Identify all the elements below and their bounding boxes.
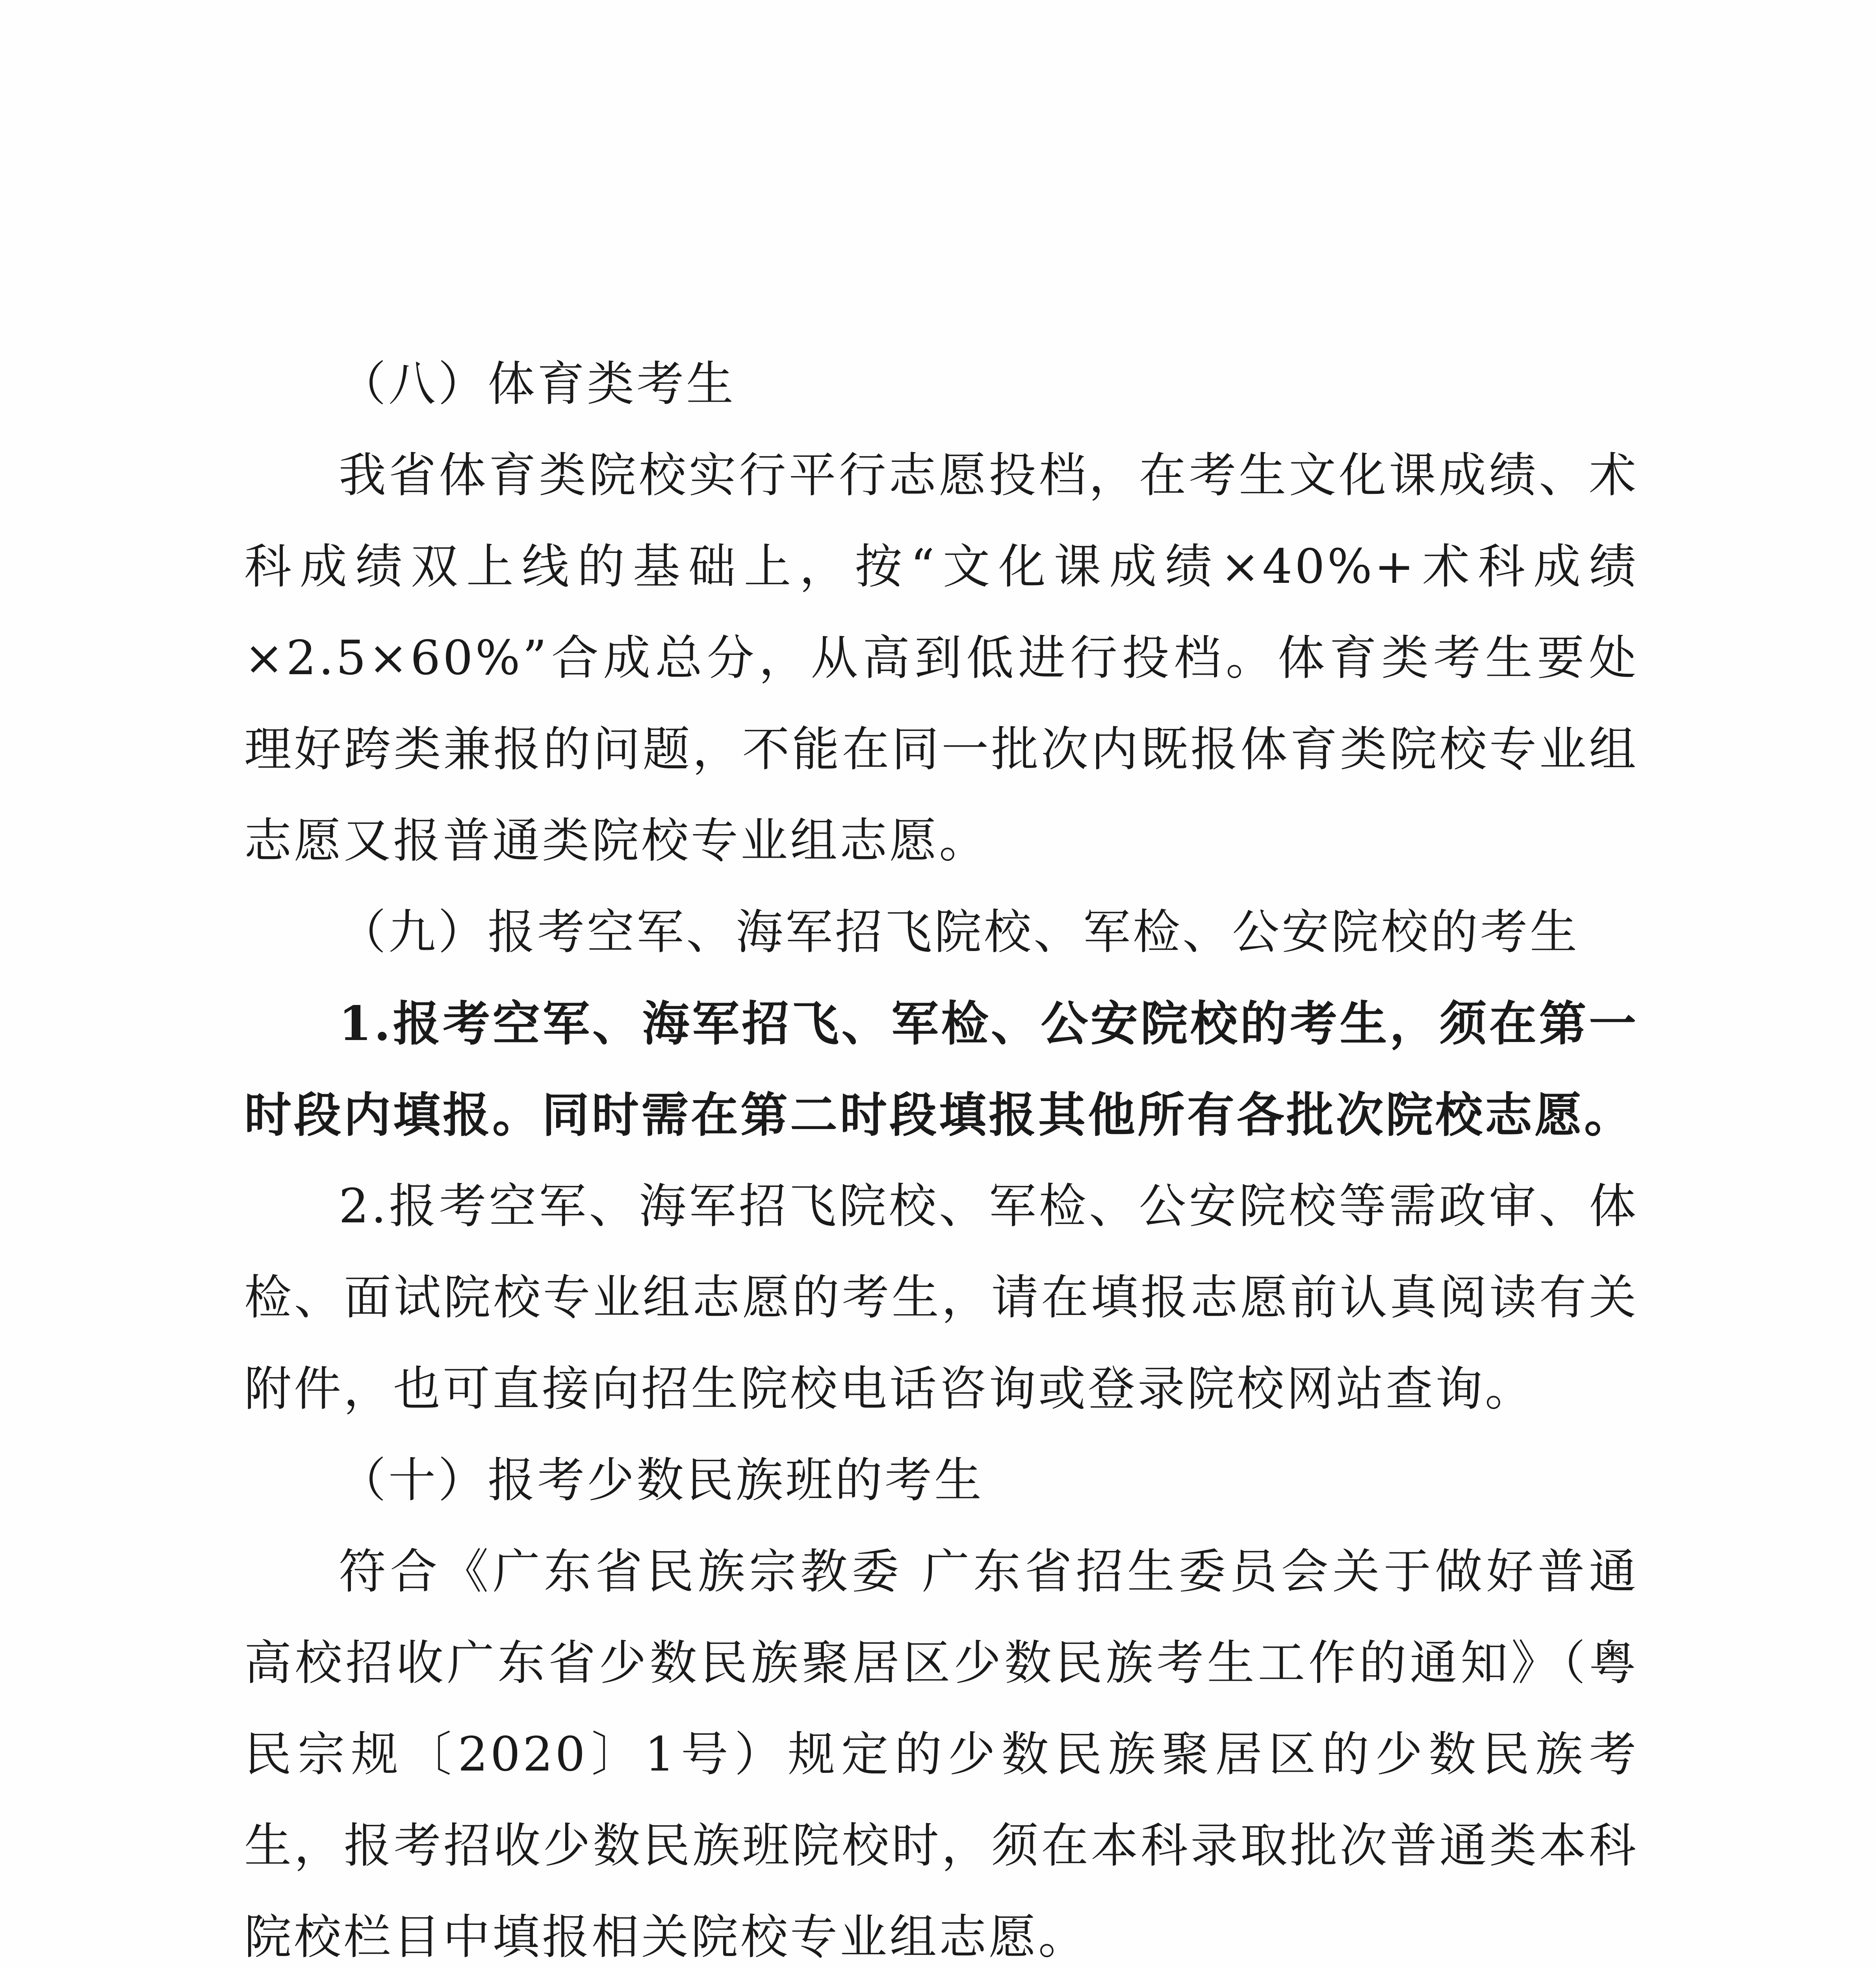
paragraph: 2.报考空军、海军招飞院校、军检、公安院校等需政审、体检、面试院校专业组志愿的考生，请在填报志愿前认真阅读有关附件，也可直接向招生院校电话咨询或登录院校网站查询。: [244, 1179, 1638, 1416]
section-8-body: [244, 430, 1638, 887]
paragraph-bold: 1.报考空军、海军招飞、军检、公安院校的考生，须在第一时段内填报。同时需在第二时段填报其他所有各批次院校志愿。: [244, 996, 1638, 1143]
section-heading-10: （十）报考少数民族班的考生: [339, 1453, 984, 1508]
section-10-body: [244, 1526, 1638, 1969]
section-9-body: [244, 1161, 1638, 1435]
section-9-bold-body: [244, 978, 1638, 1161]
paragraph: 符合《广东省民族宗教委 广东省招生委员会关于做好普通高校招收广东省少数民族聚居区少数民族考生工作的通知》（粤民宗规〔2020〕1号）规定的少数民族聚居区的少数民族考生，报考招收少数民族班院校时，须在本科录取批次普通类本科院校栏目中填报相关院校专业组志愿。: [244, 1544, 1638, 1965]
section-heading-9: （九）报考空军、海军招飞院校、军检、公安院校的考生: [339, 905, 1579, 960]
section-heading-8: （八）体育类考生: [339, 357, 736, 412]
document-body: [244, 339, 1638, 1969]
paragraph: 我省体育类院校实行平行志愿投档，在考生文化课成绩、术科成绩双上线的基础上，按“文化课成绩×40%+术科成绩×2.5×60%”合成总分，从高到低进行投档。体育类考生要处理好跨类兼报的问题，不能在同一批次内既报体育类院校专业组志愿又报普通类院校专业组志愿。: [244, 448, 1638, 868]
